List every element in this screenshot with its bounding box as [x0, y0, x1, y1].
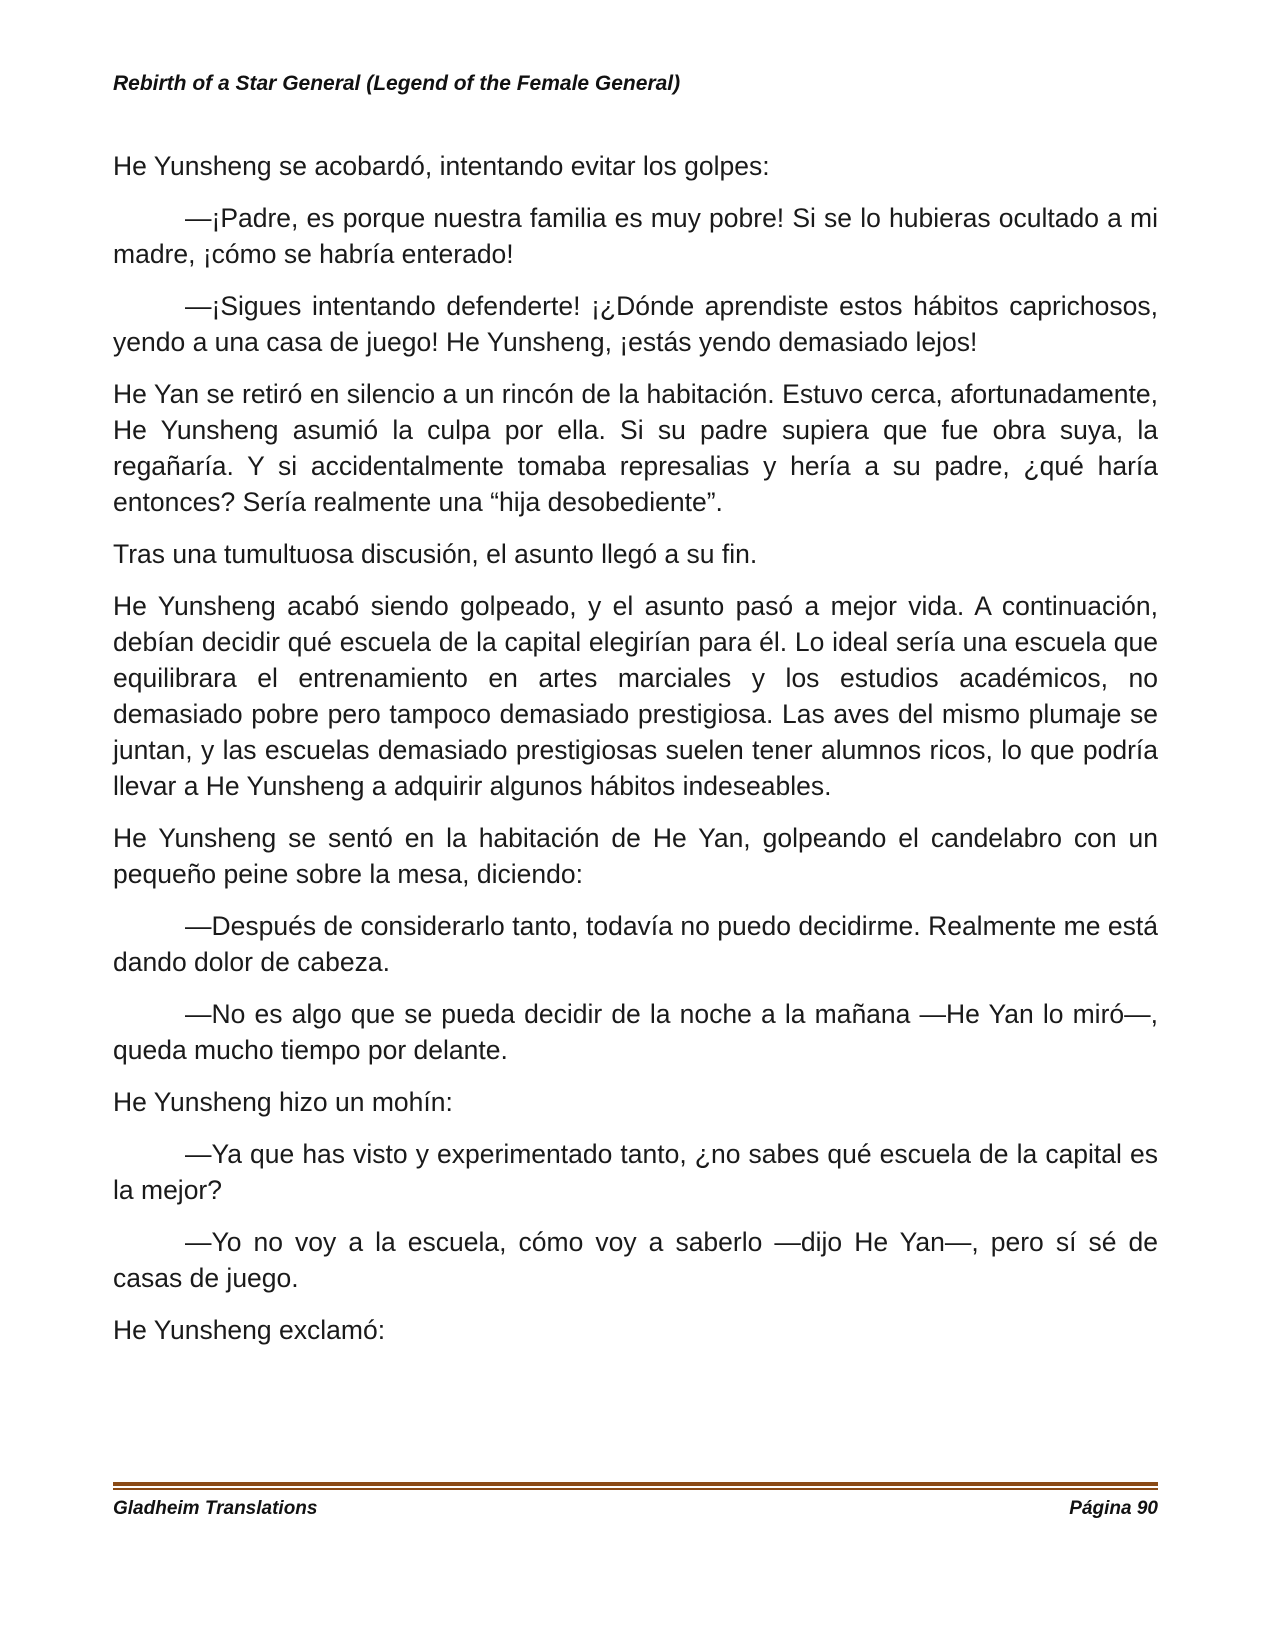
footer-divider-thin	[113, 1488, 1158, 1490]
paragraph-6: He Yunsheng acabó siendo golpeado, y el asunto pasó a mejor vida. A continuación, debían decidir qué escuela de la capital elegirían para él. Lo ideal sería una escuela que equilibrara el entrenamiento en artes marciales y los estudios académicos, no demasiado pobre pero tampoco demasiado prestigiosa. Las aves del mismo plumaje se juntan, y las escuelas demasiado prestigiosas suelen tener alumnos ricos, lo que podría llevar a He Yunsheng a adquirir algunos hábitos indeseables.	[113, 591, 1158, 801]
paragraph-13: He Yunsheng exclamó:	[113, 1315, 386, 1345]
footer-publisher: Gladheim Translations	[113, 1498, 318, 1519]
paragraph-1: He Yunsheng se acobardó, intentando evitar los golpes:	[113, 151, 770, 181]
paragraph-4: He Yan se retiró en silencio a un rincón de la habitación. Estuvo cerca, afortunadamente, He Yunsheng asumió la culpa por ella. Si su padre supiera que fue obra suya, la regañaría. Y si accidentalmente tomaba represalias y hería a su padre, ¿qué haría entonces? Sería realmente una “hija desobediente”.	[113, 379, 1158, 517]
footer-page-number: Página 90	[1069, 1498, 1158, 1519]
page-header-title: Rebirth of a Star General (Legend of the Female General)	[113, 72, 681, 95]
paragraph-3: —¡Sigues intentando defenderte! ¡¿Dónde aprendiste estos hábitos caprichosos, yendo a una casa de juego! He Yunsheng, ¡estás yendo demasiado lejos!	[113, 291, 1158, 357]
paragraph-8: —Después de considerarlo tanto, todavía no puedo decidirme. Realmente me está dando dolor de cabeza.	[113, 911, 1158, 977]
paragraph-9: —No es algo que se pueda decidir de la noche a la mañana —He Yan lo miró—, queda mucho tiempo por delante.	[113, 999, 1158, 1065]
footer-divider	[113, 1482, 1158, 1491]
paragraph-10: He Yunsheng hizo un mohín:	[113, 1087, 453, 1117]
page-footer	[113, 1498, 1158, 1520]
paragraph-5: Tras una tumultuosa discusión, el asunto llegó a su fin.	[113, 539, 758, 569]
paragraph-12: —Yo no voy a la escuela, cómo voy a saberlo —dijo He Yan—, pero sí sé de casas de juego.	[113, 1227, 1158, 1293]
paragraph-2: —¡Padre, es porque nuestra familia es muy pobre! Si se lo hubieras ocultado a mi madre, ¡cómo se habría enterado!	[113, 203, 1158, 269]
paragraph-7: He Yunsheng se sentó en la habitación de He Yan, golpeando el candelabro con un pequeño peine sobre la mesa, diciendo:	[113, 823, 1158, 889]
paragraph-11: —Ya que has visto y experimentado tanto, ¿no sabes qué escuela de la capital es la mejor?	[113, 1139, 1158, 1205]
document-body	[113, 148, 1158, 1364]
